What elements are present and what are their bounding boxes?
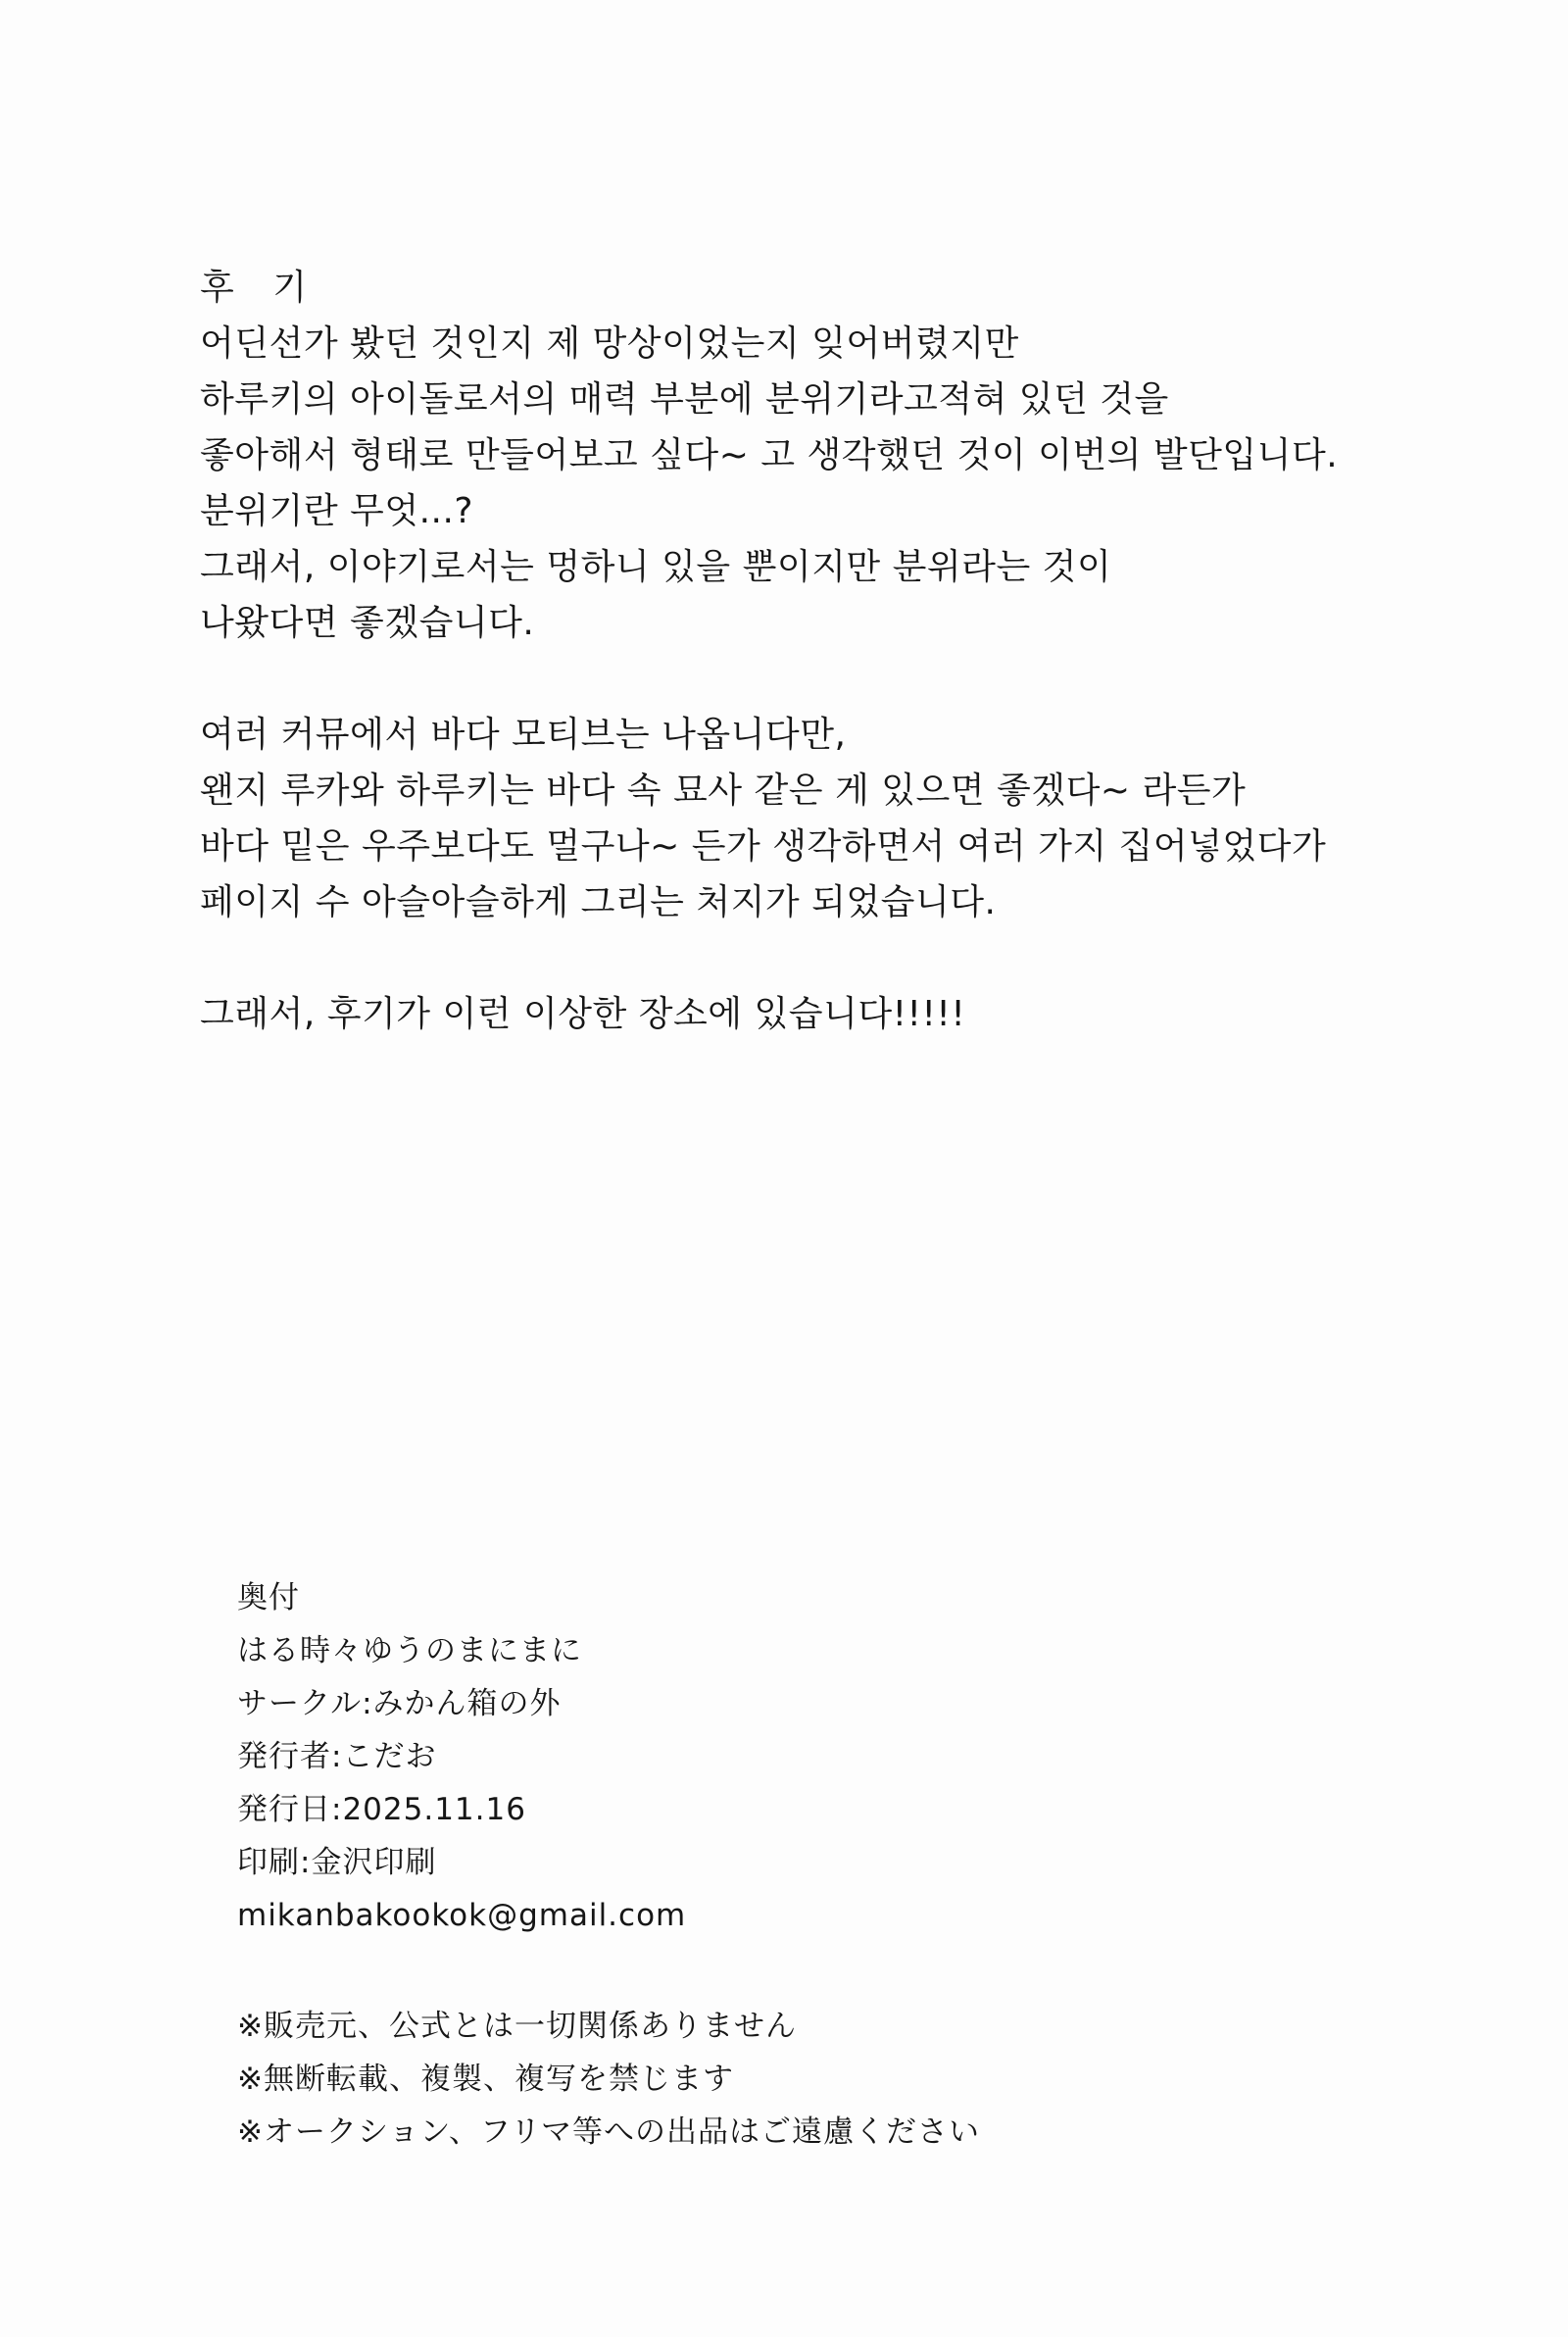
afterword-line: 그래서, 이야기로서는 멍하니 있을 뿐이지만 분위라는 것이 — [200, 547, 1112, 587]
afterword-line: 여러 커뮤에서 바다 모티브는 나옵니다만, — [200, 715, 847, 755]
afterword-line: 어딘선가 봤던 것인지 제 망상이었는지 잊어버렸지만 — [200, 323, 1019, 364]
afterword-line: 좋아해서 형태로 만들어보고 싶다~ 고 생각했던 것이 이번의 발단입니다. — [200, 435, 1339, 475]
printer-name: 印刷:金沢印刷 — [237, 1845, 437, 1880]
afterword-line: 페이지 수 아슬아슬하게 그리는 처지가 되었습니다. — [200, 882, 997, 922]
paragraph-spacer — [200, 930, 1376, 986]
notice-line: ※オークション、フリマ等への出品はご遠慮ください — [237, 2114, 981, 2150]
afterword-line: 나왔다면 좋겠습니다. — [200, 603, 535, 643]
colophon-section — [237, 1571, 1315, 1942]
afterword-section — [200, 260, 1376, 1042]
afterword-line: 바다 밑은 우주보다도 멀구나~ 든가 생각하면서 여러 가지 집어넣었다가 — [200, 826, 1327, 867]
afterword-title: 후 기 — [200, 268, 320, 308]
paragraph-spacer — [200, 651, 1376, 707]
afterword-line: 하루키의 아이돌로서의 매력 부분에 분위기라고적혀 있던 것을 — [200, 379, 1169, 420]
afterword-line: 분위기란 무엇...? — [200, 491, 474, 531]
afterword-line: 왠지 루카와 하루키는 바다 속 묘사 같은 게 있으면 좋겠다~ 라든가 — [200, 771, 1247, 811]
publish-date: 発行日:2025.11.16 — [237, 1792, 526, 1827]
publisher-name: 発行者:こだお — [237, 1739, 437, 1774]
contact-email: mikanbakookok@gmail.com — [237, 1898, 687, 1933]
book-title: はる時々ゆうのまにまに — [237, 1633, 582, 1668]
notices-section — [237, 2000, 1315, 2159]
notice-line: ※販売元、公式とは一切関係ありません — [237, 2009, 797, 2044]
notice-line: ※無断転載、複製、複写を禁じます — [237, 2062, 734, 2097]
afterword-line: 그래서, 후기가 이런 이상한 장소에 있습니다!!!!! — [200, 994, 966, 1034]
circle-name: サークル:みかん箱の外 — [237, 1686, 562, 1721]
colophon-heading: 奥付 — [237, 1580, 300, 1616]
